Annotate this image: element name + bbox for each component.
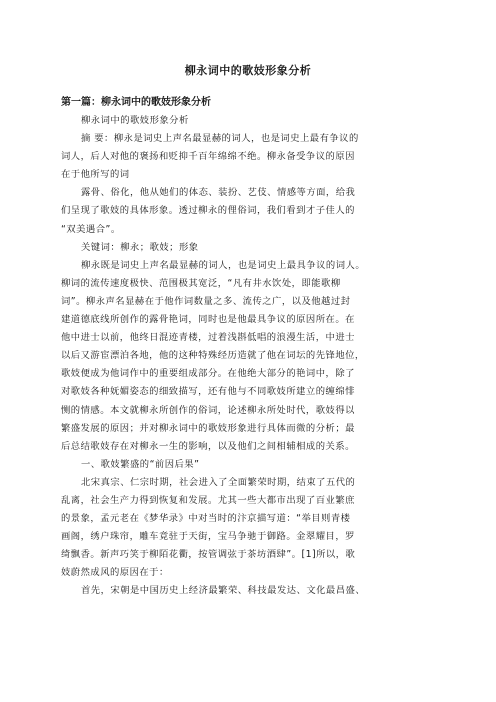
text-line: 以后又游宦漂泊各地，他的这种特殊经历造就了他在词坛的先锋地位， [61, 350, 365, 362]
paragraph [61, 456, 439, 474]
paragraph [61, 112, 439, 130]
text-line: 建道德底线所创作的露骨艳词，同时也是他最具争议的原因所在。在 [61, 314, 355, 326]
paragraph [61, 474, 439, 583]
paragraph [61, 582, 439, 600]
document-body [61, 112, 439, 601]
text-line: 柳永词中的歌妓形象分析 [81, 115, 189, 126]
text-line: 后总结歌妓存在对柳永一生的影响，以及他们之间相辅相成的关系。 [61, 440, 355, 452]
text-line: 柳永既是词史上声名最显赫的词人，也是词史上最具争议的词人。 [81, 259, 366, 271]
text-line: 在于他所写的词 [61, 169, 130, 181]
text-line: 词人，后人对他的褒扬和贬抑千百年绵绵不绝。柳永备受争议的原因 [61, 151, 355, 163]
text-line: “双美遇合”。 [61, 223, 121, 235]
text-line: 柳词的流传速度极快、范围极其宽泛，“凡有井水饮处，即能歌柳 [61, 277, 341, 289]
text-line: 一、歌妓繁盛的“前因后果” [81, 458, 200, 470]
text-line: 首先，宋朝是中国历史上经济最繁荣、科技最发达、文化最昌盛、 [81, 585, 366, 597]
text-line: 绮飘香。新声巧笑于柳陌花衢，按管调弦于茶坊酒肆”。[1]所以，歌 [61, 549, 356, 561]
paragraph [61, 130, 439, 184]
text-line: 露骨、俗化，他从她们的体态、装扮、艺伎、情感等方面，给我 [81, 187, 356, 199]
paragraph [61, 257, 439, 456]
text-line: 摘 要：柳永是词史上声名最显赫的词人，也是词史上最有争议的 [81, 133, 359, 145]
text-line: 他中进士以前，他终日混迹青楼，过着浅斟低唱的浪漫生活，中进士 [61, 332, 355, 344]
text-line: 画阁，绣户珠帘，雕车竟驻于天街，宝马争驰于御路。金翠耀目，罗 [61, 531, 355, 543]
paragraph [61, 184, 439, 238]
text-line: 乱离，社会生产力得到恢复和发展。尤其一些大都市出现了百业繁庶 [61, 494, 355, 506]
text-line: 恻的情感。本文就柳永所创作的俗词，论述柳永所处时代，歌妓得以 [61, 404, 355, 416]
text-line: 繁盛发展的原因；并对柳永词中的歌妓形象进行具体而微的分析；最 [61, 422, 355, 434]
text-line: 妓蔚然成风的原因在于： [61, 567, 169, 579]
document-title: 柳永词中的歌妓形象分析 [184, 64, 312, 77]
text-line: 对歌妓各种妩媚姿态的细致描写，还有他与不同歌妓所建立的缠绵悱 [61, 386, 355, 398]
text-line: 关键词：柳永；歌妓；形象 [81, 241, 199, 253]
text-line: 们呈现了歌妓的具体形象。透过柳永的俚俗词，我们看到才子佳人的 [61, 205, 355, 217]
paragraph [61, 239, 439, 257]
text-line: 词”。柳永声名显赫在于他作词数量之多、流传之广，以及他越过封 [61, 295, 351, 307]
section-heading: 第一篇：柳永词中的歌妓形象分析 [61, 97, 211, 108]
text-line: 北宋真宗、仁宗时期，社会进入了全面繁荣时期，结束了五代的 [81, 476, 356, 488]
text-line: 的景象，孟元老在《梦华录》中对当时的汴京描写道：“举目则青楼 [61, 513, 351, 525]
text-line: 歌妓便成为他词作中的重要组成部分。在他绝大部分的艳词中，除了 [61, 368, 355, 380]
